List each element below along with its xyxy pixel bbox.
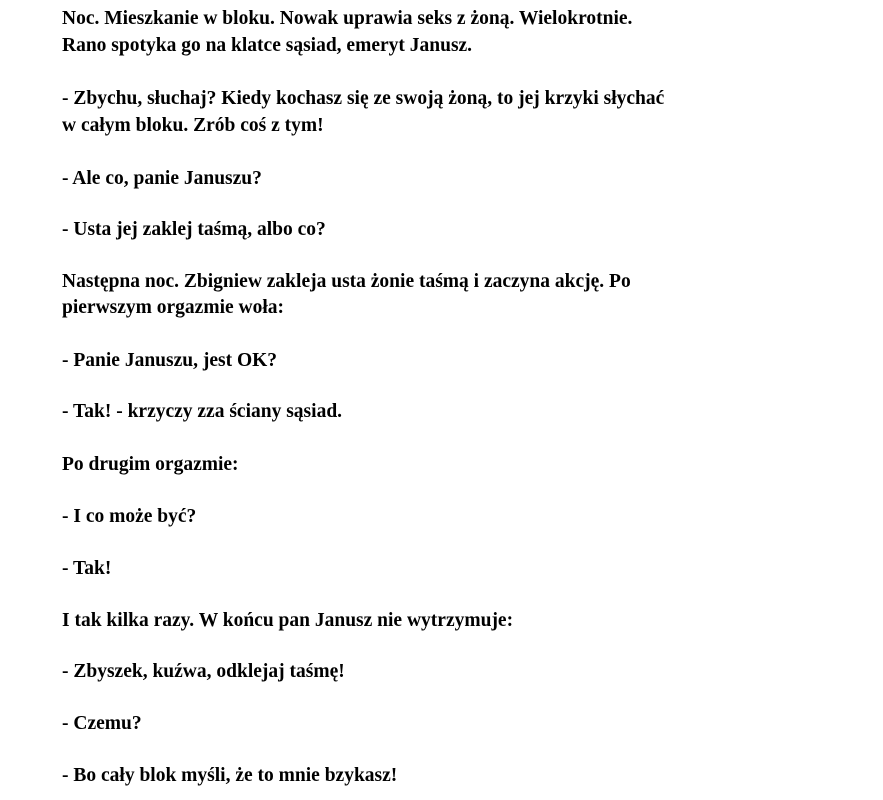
text-line: - Czemu? [62,713,142,734]
text-line: - Zbyszek, kuźwa, odklejaj taśmę! [62,661,345,682]
text-line: I tak kilka razy. W końcu pan Janusz nie wytrzymuje: [62,610,514,631]
text-line: Następna noc. Zbigniew zakleja usta żonie taśmą i zaczyna akcję. Po [62,271,631,292]
text-line: - Panie Januszu, jest OK? [62,350,278,371]
text-line: - Tak! [62,558,112,579]
text-line: - Ale co, panie Januszu? [62,168,262,189]
text-line: Rano spotyka go na klatce sąsiad, emeryt Janusz. [62,35,473,56]
text-line: w całym bloku. Zrób coś z tym! [62,115,324,136]
text-line: Noc. Mieszkanie w bloku. Nowak uprawia seks z żoną. Wielokrotnie. [62,8,633,29]
text-line: - Bo cały blok myśli, że to mnie bzykasz! [62,765,398,786]
text-line: - I co może być? [62,506,197,527]
text-line: Po drugim orgazmie: [62,454,239,475]
text-line: - Usta jej zaklej taśmą, albo co? [62,219,326,240]
text-line: - Tak! - krzyczy zza ściany sąsiad. [62,401,343,422]
text-line: - Zbychu, słuchaj? Kiedy kochasz się ze swoją żoną, to jej krzyki słychać [62,88,665,109]
text-line: pierwszym orgazmie woła: [62,297,285,318]
